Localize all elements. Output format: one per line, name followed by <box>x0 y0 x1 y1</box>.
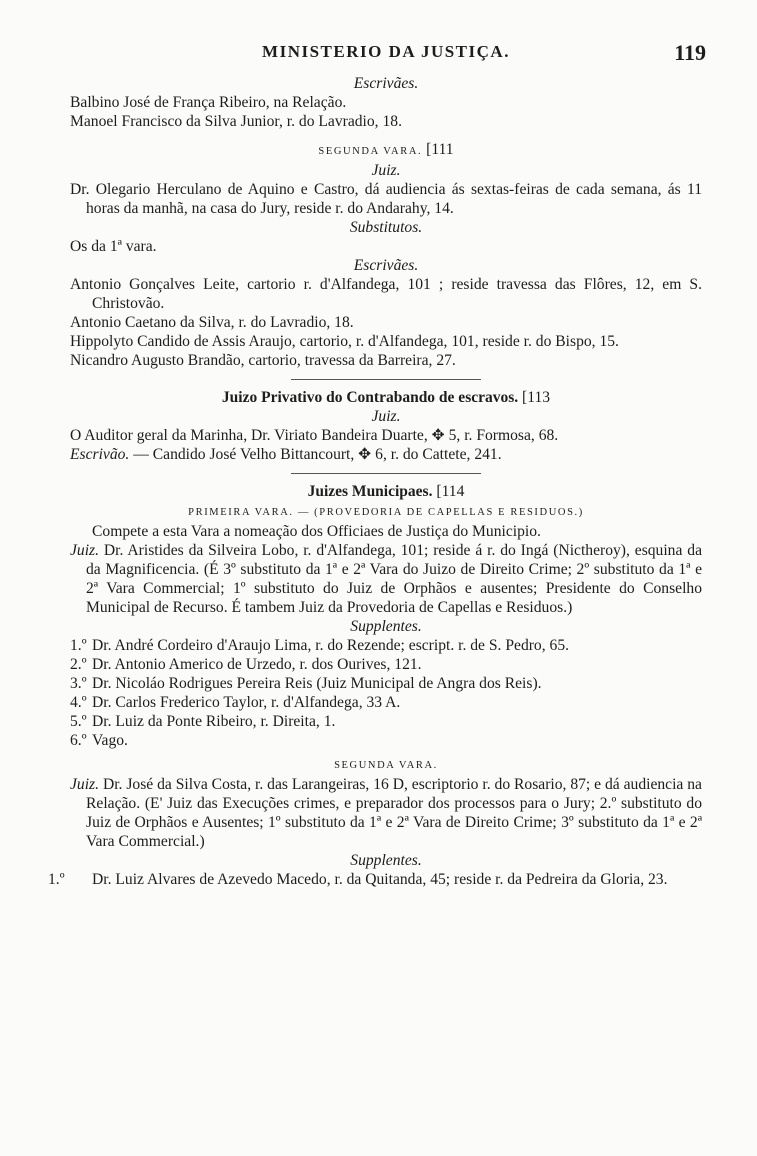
supplente-text: Vago. <box>92 732 128 749</box>
segunda-vara-label: SEGUNDA VARA. <box>318 146 423 157</box>
supplente-number: 6.º <box>70 732 87 749</box>
supplente-number: 4.º <box>70 694 87 711</box>
supplente-entry <box>70 636 702 655</box>
substitutos-heading: Substitutos. <box>349 219 423 236</box>
supplentes-heading: Supplentes. <box>350 618 422 635</box>
escrivaes-heading: Escrivães. <box>353 75 419 92</box>
section-divider <box>291 379 481 380</box>
contrabando-title: Juizo Privativo do Contrabando de escravos. <box>221 389 519 406</box>
supplente-number: 5.º <box>70 713 87 730</box>
segunda-vara-heading <box>70 140 702 161</box>
page <box>48 38 706 889</box>
escrivao-entry: Balbino José de França Ribeiro, na Relação. <box>70 94 347 111</box>
supplente-number: 1.º <box>70 637 87 654</box>
juiz-label: Juiz. <box>70 542 100 559</box>
escrivao-entry <box>70 445 702 464</box>
juiz-entry: O Auditor geral da Marinha, Dr. Viriato Bandeira Duarte, ✥ 5, r. Formosa, 68. <box>70 427 559 444</box>
supplente-text: Dr. Luiz Alvares de Azevedo Macedo, r. da Quitanda, 45; reside r. da Pedreira da Gloria, 23. <box>92 871 668 888</box>
escrivao-entry: Nicandro Augusto Brandão, cartorio, travessa da Barreira, 27. <box>70 352 456 369</box>
supplente-number: 2.º <box>70 656 87 673</box>
supplente-entry <box>70 655 702 674</box>
supplente-number: 3.º <box>70 675 87 692</box>
juiz-text: Dr. José da Silva Costa, r. das Larangeiras, 16 D, escriptorio r. do Rosario, 87; e dá audiencia na Relação. (E' Juiz das Execuções crimes, e preparador dos processos para o Jury; 2.º substituto do Juiz de Orphãos e Ausentes; 1º substituto da 1ª e 2ª Vara de Direito Crime; 3º substituto da 1ª e 2ª Vara Commercial.) <box>86 776 702 850</box>
supplente-text: Dr. Carlos Frederico Taylor, r. d'Alfandega, 33 A. <box>92 694 401 711</box>
escrivao-text: — Candido José Velho Bittancourt, ✥ 6, r. do Cattete, 241. <box>133 446 502 463</box>
juiz-entry <box>70 541 702 617</box>
section-ref: [114 <box>436 483 465 500</box>
running-head <box>70 38 706 74</box>
primeira-vara-label: PRIMEIRA VARA. — (PROVEDORIA DE CAPELLAS E RESIDUOS.) <box>188 507 584 518</box>
escrivao-entry: Antonio Gonçalves Leite, cartorio r. d'Alfandega, 101 ; reside travessa das Flôres, 12, em S. Christovão. <box>70 276 702 312</box>
supplente-text: Dr. André Cordeiro d'Araujo Lima, r. do Rezende; escript. r. de S. Pedro, 65. <box>92 637 570 654</box>
section-ref: [111 <box>426 141 454 158</box>
escrivao-entry: Hippolyto Candido de Assis Araujo, cartorio, r. d'Alfandega, 101, reside r. do Bispo, 15. <box>70 333 619 350</box>
substitutos-entry: Os da 1ª vara. <box>70 238 157 255</box>
supplente-entry <box>48 870 702 889</box>
supplentes-heading: Supplentes. <box>350 852 422 869</box>
juiz-text: Dr. Aristides da Silveira Lobo, r. d'Alfandega, 101; reside á r. do Ingá (Nictheroy), esquina da da Magnificencia. (É 3º substituto da 1ª e 2ª Vara do Juizo de Direito Crime; 2º substituto da 1ª e 2ª Vara Commercial; 1º substituto do Juiz de Orphãos e ausentes; Presidente do Conselho Municipal de Recurso. É tambem Juiz da Provedoria de Capellas e Residuos.) <box>86 542 702 616</box>
supplente-number: 1.º <box>48 871 65 888</box>
supplente-entry <box>70 674 702 693</box>
supplente-text: Dr. Luiz da Ponte Ribeiro, r. Direita, 1. <box>92 713 336 730</box>
juiz-entry: Dr. Olegario Herculano de Aquino e Castro, dá audiencia ás sextas-feiras de cada semana, ás 11 horas da manhã, na casa do Jury, reside r. do Andarahy, 14. <box>70 181 702 217</box>
supplente-entry <box>70 693 702 712</box>
section-ref: [113 <box>522 389 551 406</box>
page-number: 119 <box>674 40 706 65</box>
juiz-heading: Juiz. <box>371 162 401 179</box>
competence-text: Compete a esta Vara a nomeação dos Officiaes de Justiça do Municipio. <box>92 523 541 540</box>
municipaes-heading <box>70 482 702 501</box>
primeira-vara-heading <box>70 501 702 522</box>
supplente-entry <box>70 731 702 750</box>
supplente-entry <box>70 712 702 731</box>
segunda-vara-municipal-heading <box>70 754 702 775</box>
supplente-text: Dr. Nicoláo Rodrigues Pereira Reis (Juiz Municipal de Angra dos Reis). <box>92 675 542 692</box>
segunda-vara-municipal-label: SEGUNDA VARA. <box>334 760 438 771</box>
escrivao-label: Escrivão. <box>70 446 130 463</box>
supplente-text: Dr. Antonio Americo de Urzedo, r. dos Ourives, 121. <box>92 656 422 673</box>
escrivao-entry: Antonio Caetano da Silva, r. do Lavradio, 18. <box>70 314 354 331</box>
escrivao-entry: Manoel Francisco da Silva Junior, r. do Lavradio, 18. <box>70 113 402 130</box>
running-head-title: MINISTERIO DA JUSTIÇA. <box>262 42 510 61</box>
juiz-heading: Juiz. <box>371 408 401 425</box>
contrabando-heading <box>70 388 702 407</box>
municipaes-title: Juizes Municipaes. <box>307 483 433 500</box>
section-divider <box>291 473 481 474</box>
juiz-label: Juiz. <box>70 776 100 793</box>
juiz-entry <box>70 775 702 851</box>
escrivaes-heading: Escrivães. <box>353 257 419 274</box>
